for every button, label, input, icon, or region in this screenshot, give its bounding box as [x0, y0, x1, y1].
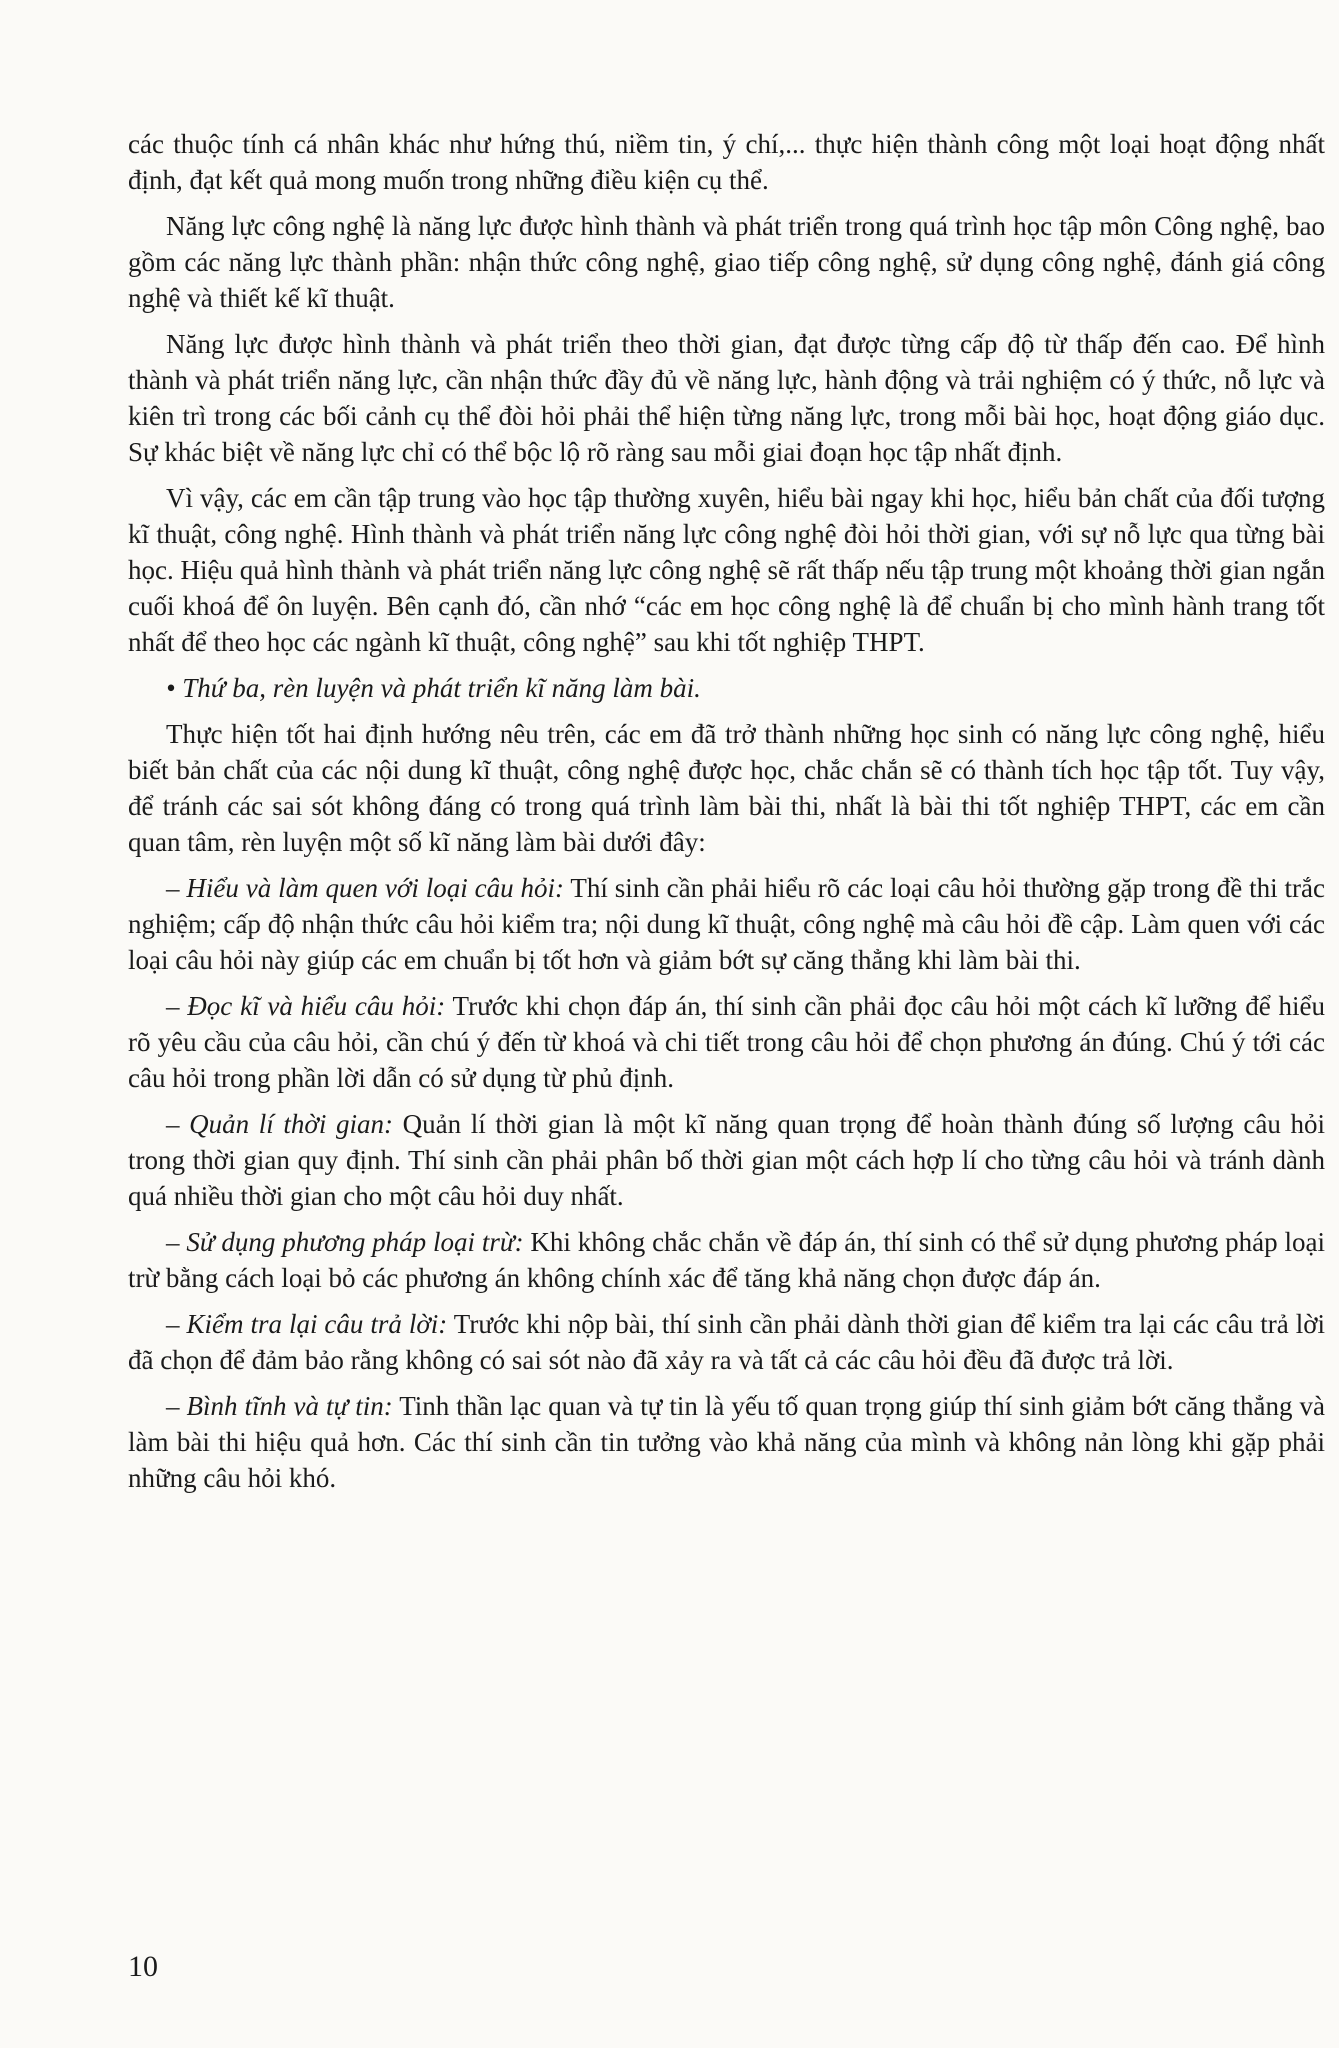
paragraph-3: Năng lực được hình thành và phát triển theo thời gian, đạt được từng cấp độ từ thấp đến cao. Để hình thành và phát triển năng lực, cần nhận thức đầy đủ về năng lực, hành động và trải nghiệm có ý thức, nỗ lực và kiên trì trong các bối cảnh cụ thể đòi hỏi phải thể hiện từng năng lực, trong mỗi bài học, hoạt động giáo dục. Sự khác biệt về năng lực chỉ có thể bộc lộ rõ ràng sau mỗi giai đoạn học tập nhất định.	[128, 329, 1325, 467]
skill-item-1-text: Thí sinh cần phải hiểu rõ các loại câu hỏi thường gặp trong đề thi trắc nghiệm; cấp độ nhận thức câu hỏi kiểm tra; nội dung kĩ thuật, công nghệ mà câu hỏi đề cập. Làm quen với các loại câu hỏi này giúp các em chuẩn bị tốt hơn và giảm bớt sự căng thẳng khi làm bài thi.	[128, 873, 1325, 975]
skill-item-5-lead: – Kiểm tra lại câu trả lời:	[166, 1309, 448, 1339]
skill-item-3-lead: – Quản lí thời gian:	[166, 1109, 393, 1139]
skill-item-3-text: Quản lí thời gian là một kĩ năng quan trọng để hoàn thành đúng số lượng câu hỏi trong thời gian quy định. Thí sinh cần phải phân bố thời gian một cách hợp lí cho từng câu hỏi và tránh dành quá nhiều thời gian cho một câu hỏi duy nhất.	[128, 1109, 1325, 1211]
skill-item-2	[128, 988, 1325, 1096]
page-number: 10	[128, 1950, 158, 1983]
section-heading-thu-ba	[128, 670, 1325, 706]
skill-item-5-text: Trước khi nộp bài, thí sinh cần phải dành thời gian để kiểm tra lại các câu trả lời đã chọn để đảm bảo rằng không có sai sót nào đã xảy ra và tất cả các câu hỏi đều đã được trả lời.	[128, 1309, 1325, 1375]
paragraph-2: Năng lực công nghệ là năng lực được hình thành và phát triển trong quá trình học tập môn Công nghệ, bao gồm các năng lực thành phần: nhận thức công nghệ, giao tiếp công nghệ, sử dụng công nghệ, đánh giá công nghệ và thiết kế kĩ thuật.	[128, 211, 1325, 313]
section-heading-text: • Thứ ba, rèn luyện và phát triển kĩ năng làm bài.	[166, 673, 701, 703]
paragraph-1: các thuộc tính cá nhân khác như hứng thú, niềm tin, ý chí,... thực hiện thành công một loại hoạt động nhất định, đạt kết quả mong muốn trong những điều kiện cụ thể.	[128, 129, 1325, 195]
skill-item-6-lead: – Bình tĩnh và tự tin:	[166, 1391, 393, 1421]
skill-item-2-lead: – Đọc kĩ và hiểu câu hỏi:	[166, 991, 446, 1021]
paragraph-6: Thực hiện tốt hai định hướng nêu trên, các em đã trở thành những học sinh có năng lực công nghệ, hiểu biết bản chất của các nội dung kĩ thuật, công nghệ được học, chắc chắn sẽ có thành tích học tập tốt. Tuy vậy, để tránh các sai sót không đáng có trong quá trình làm bài thi, nhất là bài thi tốt nghiệp THPT, các em cần quan tâm, rèn luyện một số kĩ năng làm bài dưới đây:	[128, 719, 1325, 857]
skill-item-4-text: Khi không chắc chắn về đáp án, thí sinh có thể sử dụng phương pháp loại trừ bằng cách loại bỏ các phương án không chính xác để tăng khả năng chọn được đáp án.	[128, 1227, 1325, 1293]
page-body	[128, 126, 1325, 1506]
skill-item-3	[128, 1106, 1325, 1214]
skill-item-5	[128, 1306, 1325, 1378]
skill-item-1	[128, 870, 1325, 978]
skill-item-4	[128, 1224, 1325, 1296]
skill-item-6-text: Tinh thần lạc quan và tự tin là yếu tố quan trọng giúp thí sinh giảm bớt căng thẳng và làm bài thi hiệu quả hơn. Các thí sinh cần tin tưởng vào khả năng của mình và không nản lòng khi gặp phải những câu hỏi khó.	[128, 1391, 1326, 1493]
skill-item-2-text: Trước khi chọn đáp án, thí sinh cần phải đọc câu hỏi một cách kĩ lưỡng để hiểu rõ yêu cầu của câu hỏi, cần chú ý đến từ khoá và chi tiết trong câu hỏi để chọn phương án đúng. Chú ý tới các câu hỏi trong phần lời dẫn có sử dụng từ phủ định.	[128, 991, 1325, 1093]
skill-item-4-lead: – Sử dụng phương pháp loại trừ:	[166, 1227, 524, 1257]
paragraph-4: Vì vậy, các em cần tập trung vào học tập thường xuyên, hiểu bài ngay khi học, hiểu bản chất của đối tượng kĩ thuật, công nghệ. Hình thành và phát triển năng lực công nghệ đòi hỏi thời gian, với sự nỗ lực qua từng bài học. Hiệu quả hình thành và phát triển năng lực công nghệ sẽ rất thấp nếu tập trung một khoảng thời gian ngắn cuối khoá để ôn luyện. Bên cạnh đó, cần nhớ “các em học công nghệ là để chuẩn bị cho mình hành trang tốt nhất để theo học các ngành kĩ thuật, công nghệ” sau khi tốt nghiệp THPT.	[128, 483, 1325, 657]
skill-item-1-lead: – Hiểu và làm quen với loại câu hỏi:	[166, 873, 564, 903]
skill-item-6	[128, 1388, 1325, 1496]
